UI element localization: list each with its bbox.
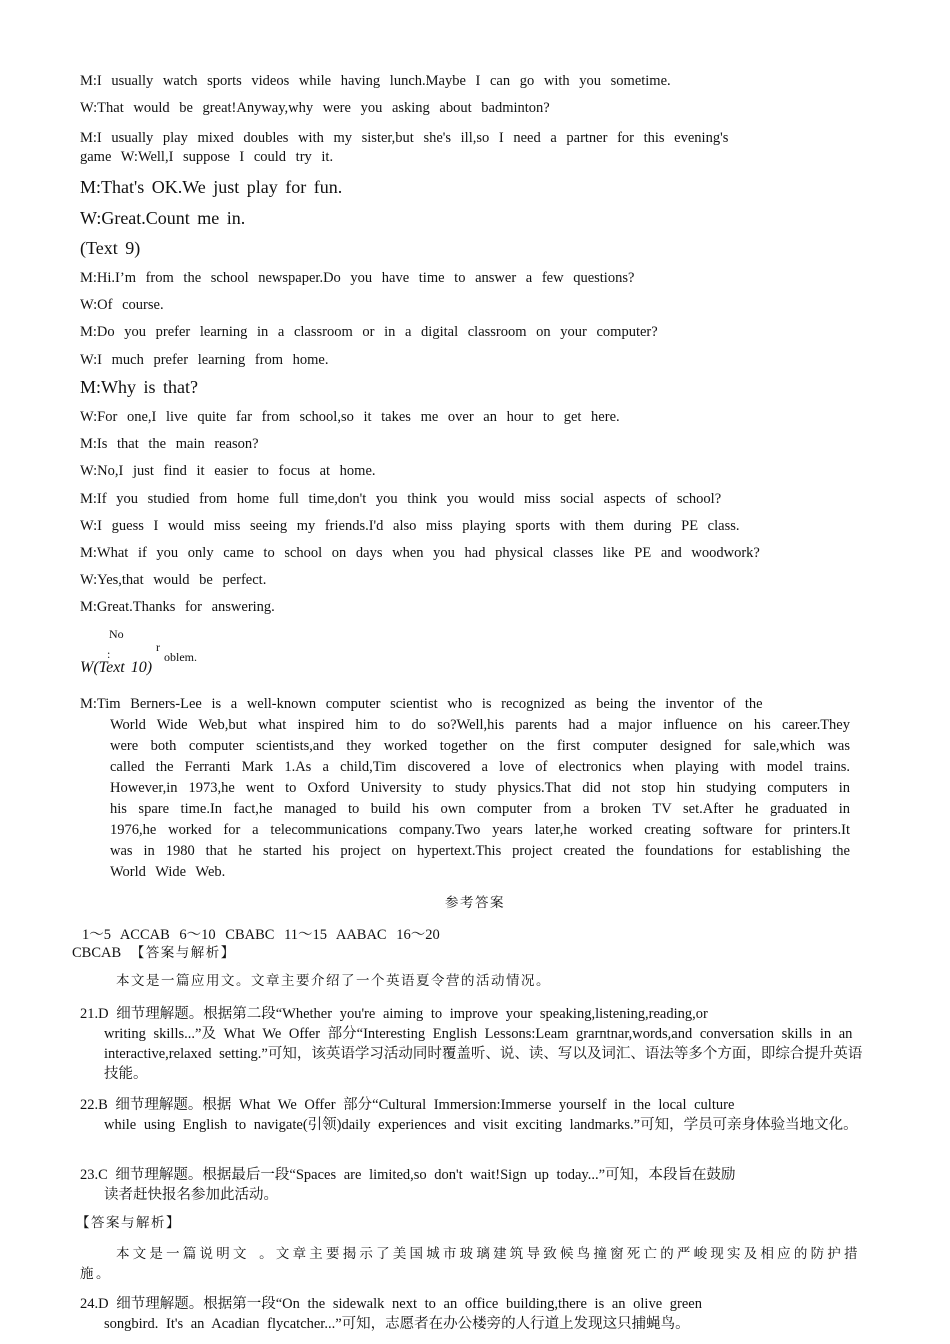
text10-body: World Wide Web,but what inspired him to do so?Well,his parents had a major influence on his career.They were both computer scientists,and they worked together on the first computer designed for sale,which was called the Ferranti Mark 1.As a child,Tim discovered a love of electronics when playing with model trains. However,in 1973,he went to Oxford University to study physics.That did not stop hin studying computers in his spare time.In fact,he managed to build his own computer from a broken TV set.After he graduated in 1976,he worked for a telecommunications company.Two years later,he worked creating software for printers.It was in 1980 that he started his project on hypertext.This project created the foundations for establishing the World Wide Web. — [110, 717, 850, 880]
explanation-21 — [80, 1004, 870, 1084]
dialogue-line: W:Of course. — [80, 297, 164, 313]
text10-first-line: M:Tim Berners-Lee is a well-known computer scientist who is recognized as being the inventor of the — [80, 696, 763, 712]
dialogue-line: W:For one,I live quite far from school,so it takes me over an hour to get here. — [80, 409, 620, 425]
dialogue-line: M:Hi.I’m from the school newspaper.Do you have time to answer a few questions? — [80, 270, 635, 286]
explanation-first: 21.D 细节理解题。根据第二段“Whether you're aiming to improve your speaking,listening,reading,or — [80, 1006, 708, 1022]
answer-keys: 1～5 ACCAB 6～10 CBABC 11～15 AABAC 16～20 — [82, 927, 440, 943]
section-heading: 【答案与解析】 — [130, 945, 236, 961]
garbled-text: No — [109, 627, 124, 641]
explanation-24 — [80, 1294, 870, 1334]
answer-keys-tail: CBCAB — [72, 945, 122, 961]
garbled-text: r — [156, 640, 160, 654]
explanation-22 — [80, 1095, 870, 1135]
explanation-first: 23.C 细节理解题。根据最后一段“Spaces are limited,so don't wait!Sign up today...”可知，本段旨在鼓励 — [80, 1167, 736, 1183]
explanation-rest: writing skills...”及 What We Offer 部分“Interesting English Lessons:Leam grarntnar,words,and conversation skills in an interactive,relaxed setting.”可知，该英语学习活动同时覆盖听、说、读、写以及词汇、语法等多个方面，即综合提升英语技能。 — [104, 1026, 863, 1082]
dialogue-line: W:That would be great!Anyway,why were you asking about badminton? — [80, 100, 550, 116]
dialogue-line: M:Do you prefer learning in a classroom or in a digital classroom on your computer? — [80, 324, 658, 340]
garbled-text: oblem. — [164, 650, 197, 664]
dialogue-line: game W:Well,I suppose I could try it. — [80, 149, 334, 165]
dialogue-line: W:I much prefer learning from home. — [80, 352, 329, 368]
intro-text-2 — [80, 1244, 860, 1284]
explanation-rest: while using English to navigate(引领)daily experiences and visit exciting landmarks.”可知，学员可亲身体验当地文化。 — [104, 1117, 858, 1133]
dialogue-line: M:I usually watch sports videos while having lunch.Maybe I can go with you sometime. — [80, 73, 671, 89]
dialogue-line: M:Is that the main reason? — [80, 436, 259, 452]
garbled-text: : — [107, 647, 111, 661]
answer-keys-line2 — [72, 944, 890, 963]
dialogue-line: M:That's OK.We just play for fun. — [80, 177, 343, 197]
dialogue-line: W:Yes,that would be perfect. — [80, 572, 267, 588]
dialogue-line: M:Why is that? — [80, 377, 198, 397]
dialogue-line: M:I usually play mixed doubles with my sister,but she's ill,so I need a partner for this evening's — [80, 130, 729, 146]
explanation-23 — [80, 1165, 870, 1205]
text10-paragraph — [80, 694, 850, 883]
dialogue-line: W:No,I just find it easier to focus at home. — [80, 463, 376, 479]
answers-title: 参考答案 — [445, 895, 505, 911]
explanation-rest: 读者赶快报名参加此活动。 — [104, 1187, 278, 1203]
explanation-first: 24.D 细节理解题。根据第一段“On the sidewalk next to an office building,there is an olive green — [80, 1296, 702, 1312]
intro-text: 本文是一篇应用文。文章主要介绍了一个英语夏令营的活动情况。 — [116, 973, 551, 989]
dialogue-line: W:I guess I would miss seeing my friends.I'd also miss playing sports with them during PE class. — [80, 518, 740, 534]
dialogue-line: M:Great.Thanks for answering. — [80, 599, 275, 615]
section-label-text10: W(Text 10) — [80, 659, 153, 676]
dialogue-line: W:Great.Count me in. — [80, 208, 246, 228]
explanation-first: 22.B 细节理解题。根据 What We Offer 部分“Cultural Immersion:Immerse yourself in the local culture — [80, 1097, 735, 1113]
intro-text: 本文是一篇说明文 。文章主要揭示了美国城市玻璃建筑导致候鸟撞窗死亡的严峻现实及相应的防护措施。 — [80, 1246, 860, 1282]
section-heading: 【答案与解析】 — [76, 1215, 181, 1231]
dialogue-line: M:If you studied from home full time,don't you think you would miss social aspects of school? — [80, 491, 722, 507]
explanation-rest: songbird. It's an Acadian flycatcher...”可知，志愿者在办公楼旁的人行道上发现这只捕蝇鸟。 — [104, 1316, 690, 1332]
section-label-text9: (Text 9) — [80, 238, 141, 258]
dialogue-line: M:What if you only came to school on days when you had physical classes like PE and woodwork? — [80, 545, 760, 561]
